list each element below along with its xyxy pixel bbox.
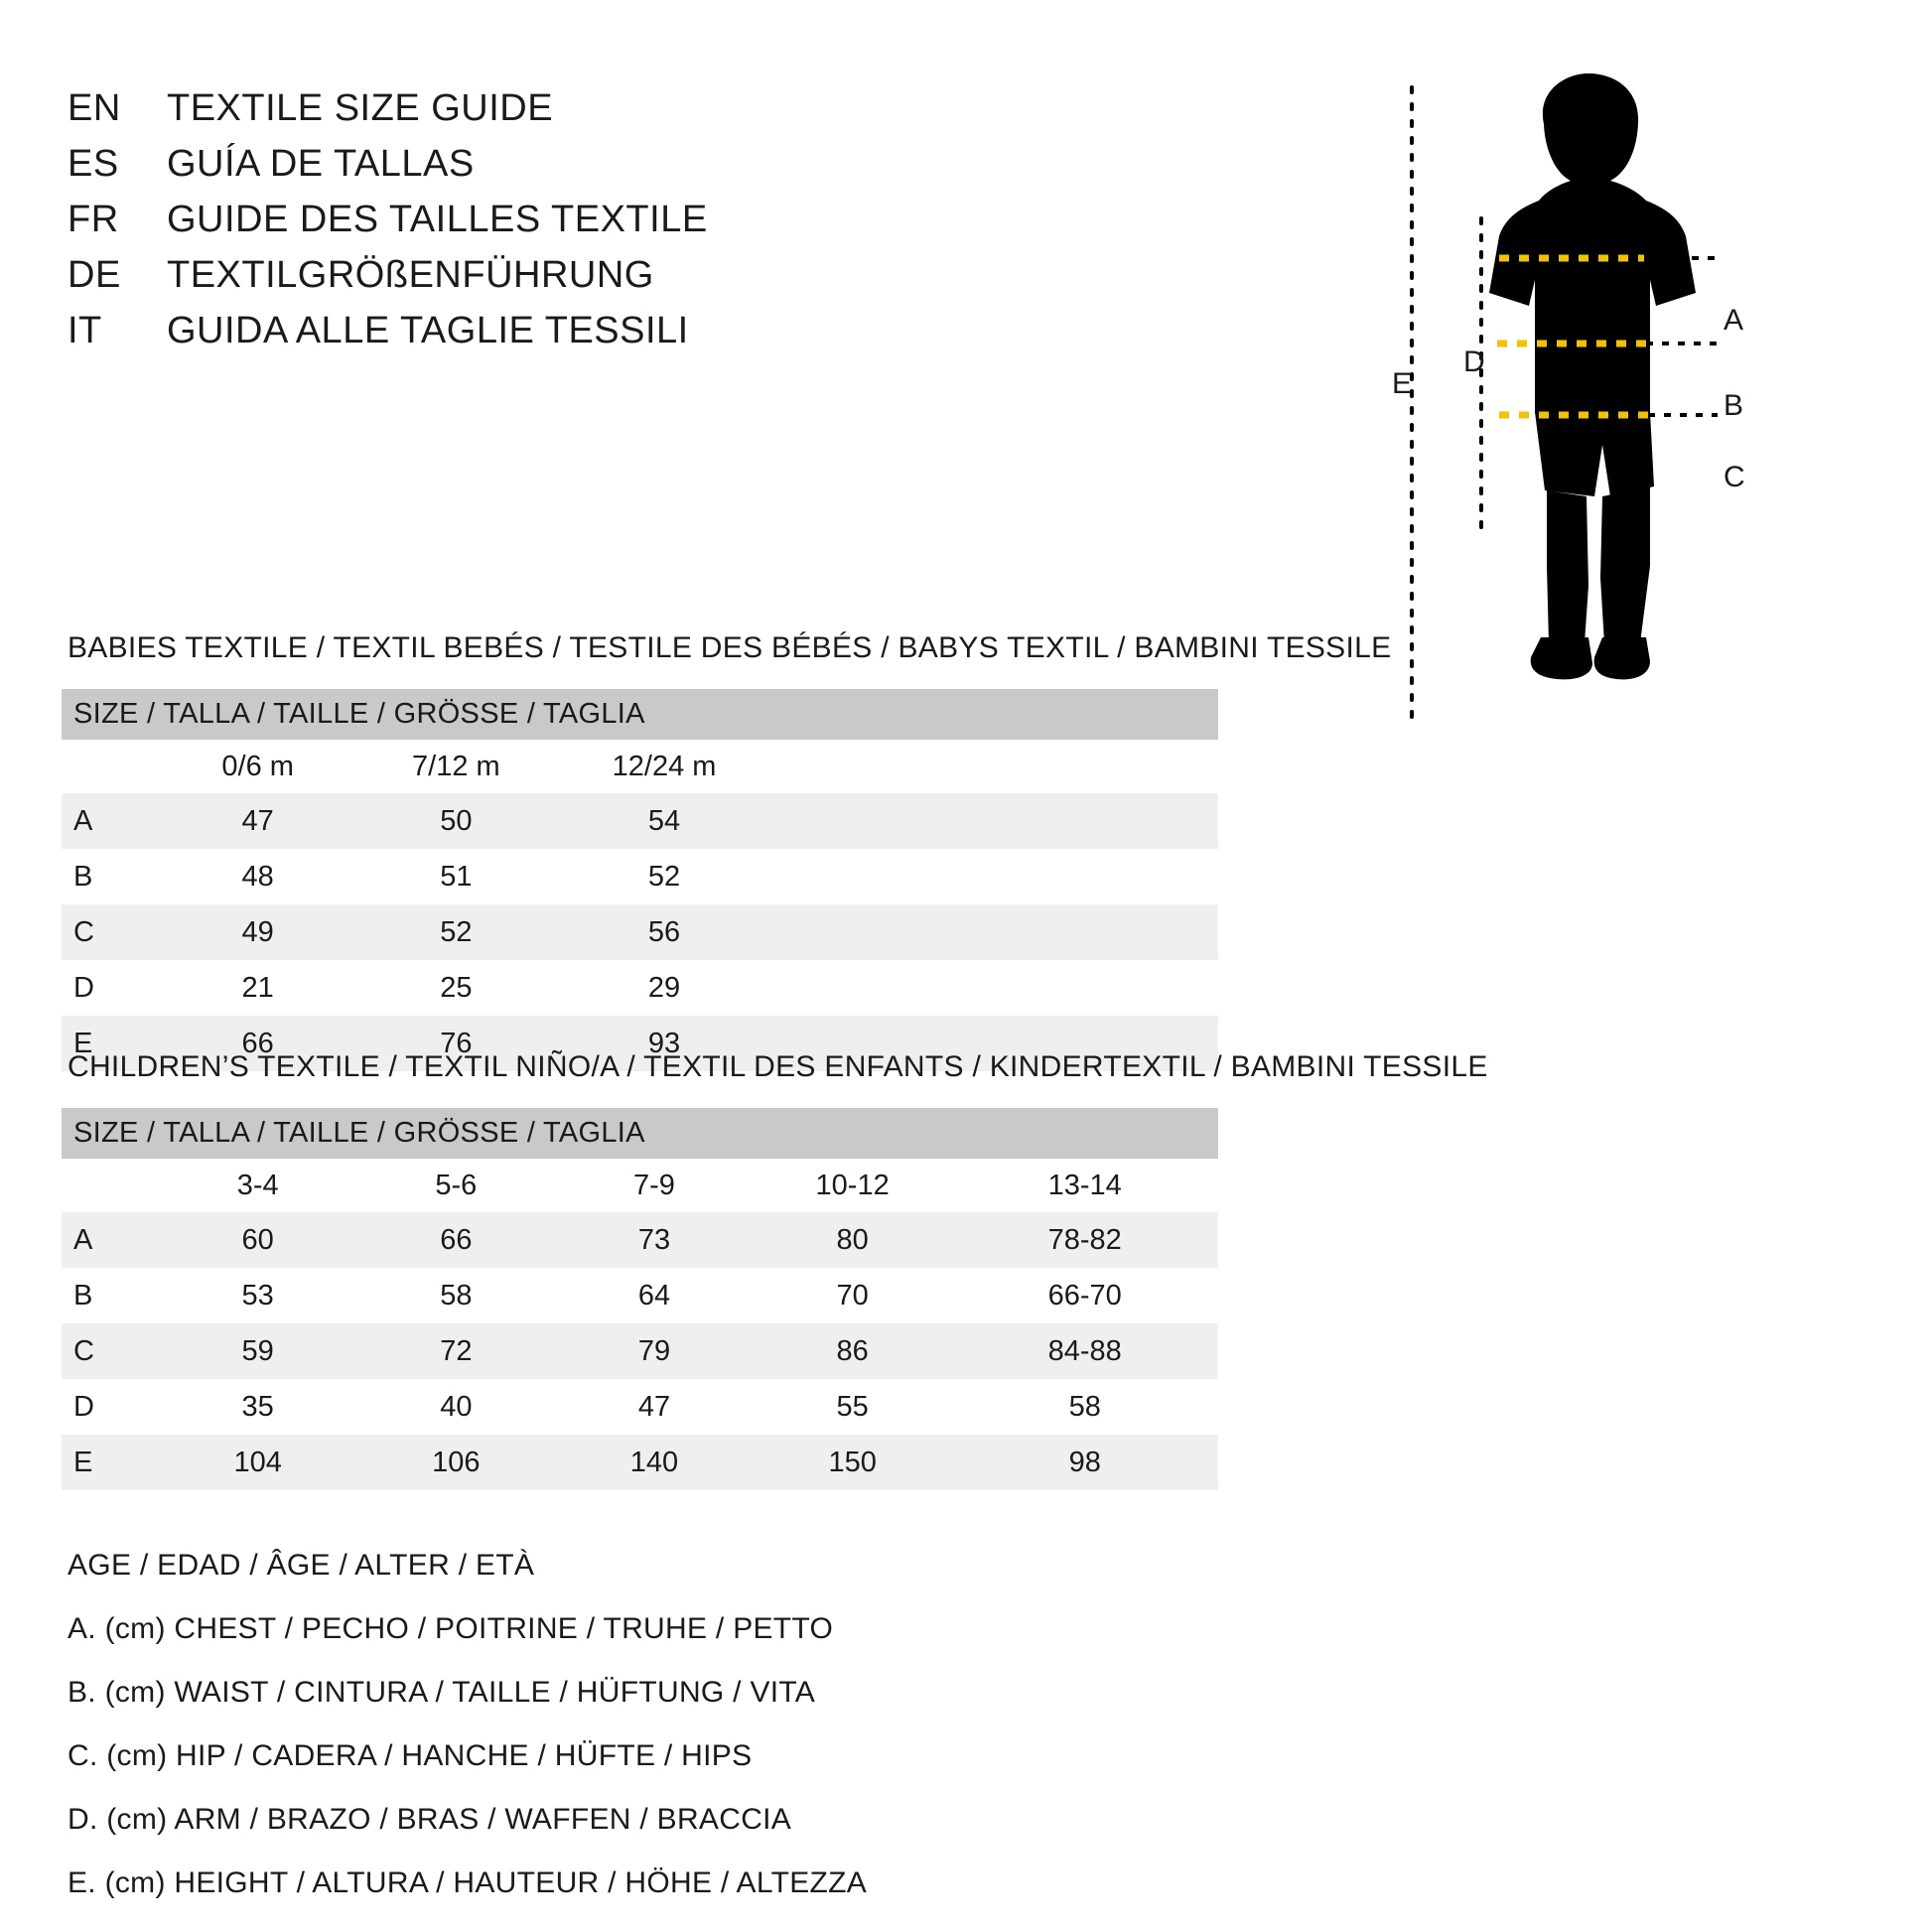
language-title: GUIDE DES TAILLES TEXTILE <box>167 199 708 240</box>
figure-label-e: E <box>1392 367 1413 400</box>
cell-value: 49 <box>159 904 357 960</box>
cell-value: 78-82 <box>951 1212 1218 1268</box>
cell-value: 55 <box>836 1390 869 1423</box>
children-column-header: 13-14 <box>951 1159 1218 1212</box>
children-size-table <box>62 1108 1218 1490</box>
babies-band-label: SIZE / TALLA / TAILLE / GRÖSSE / TAGLIA <box>62 689 1218 740</box>
children-column-header: 7-9 <box>555 1159 754 1212</box>
cell-value: 56 <box>555 904 773 960</box>
cell-value: 58 <box>440 1279 473 1311</box>
children-column-header: 10-12 <box>754 1159 952 1212</box>
cell-value: 48 <box>241 860 274 893</box>
row-label: D <box>73 1390 94 1423</box>
cell-value: 150 <box>754 1435 952 1490</box>
spacer-cell <box>773 960 1218 1016</box>
table-row <box>62 960 1218 1016</box>
language-code: FR <box>68 199 119 240</box>
table-row <box>62 1323 1218 1379</box>
spacer-cell <box>773 793 1218 849</box>
cell-value: 64 <box>637 1279 671 1311</box>
cell-value: 66 <box>357 1212 556 1268</box>
legend-line: B. (cm) WAIST / CINTURA / TAILLE / HÜFTUNG / VITA <box>68 1676 816 1709</box>
table-header-row <box>62 740 1218 793</box>
table-header-row <box>62 1159 1218 1212</box>
spacer-cell <box>773 740 1218 793</box>
cell-value: 59 <box>159 1323 357 1379</box>
figure-label-d: D <box>1463 345 1485 378</box>
legend-line: C. (cm) HIP / CADERA / HANCHE / HÜFTE / HIPS <box>68 1739 753 1772</box>
row-label: E <box>62 1435 159 1490</box>
cell-value: 66-70 <box>1047 1279 1122 1311</box>
cell-value: 60 <box>159 1212 357 1268</box>
babies-section-title: BABIES TEXTILE / TEXTIL BEBÉS / TESTILE DES BÉBÉS / BABYS TEXTIL / BAMBINI TESSILE <box>68 631 1392 664</box>
legend-line: AGE / EDAD / ÂGE / ALTER / ETÀ <box>68 1549 535 1582</box>
table-band-row <box>62 1108 1218 1159</box>
cell-value: 140 <box>555 1435 754 1490</box>
babies-column-header: 12/24 m <box>555 740 773 793</box>
children-column-header: 5-6 <box>357 1159 556 1212</box>
language-row <box>68 310 1358 365</box>
cell-value: 98 <box>951 1435 1218 1490</box>
row-label: D <box>73 971 94 1004</box>
language-row <box>68 143 1358 199</box>
babies-size-table <box>62 689 1218 1071</box>
measurement-figure <box>1390 69 1886 745</box>
cell-value: 54 <box>555 793 773 849</box>
cell-value: 53 <box>241 1279 274 1311</box>
cell-value: 52 <box>647 860 681 893</box>
legend-line: D. (cm) ARM / BRAZO / BRAS / WAFFEN / BRACCIA <box>68 1803 792 1836</box>
cell-value: 93 <box>555 1016 773 1071</box>
figure-label-c: C <box>1724 461 1745 493</box>
language-code: DE <box>68 254 121 296</box>
language-title: TEXTILGRÖßENFÜHRUNG <box>167 254 654 296</box>
figure-label-b: B <box>1724 389 1744 422</box>
children-column-header: 3-4 <box>159 1159 357 1212</box>
cell-value: 47 <box>637 1390 671 1423</box>
cell-value: 21 <box>241 971 274 1004</box>
cell-value: 104 <box>159 1435 357 1490</box>
cell-value: 80 <box>754 1212 952 1268</box>
cell-value: 47 <box>159 793 357 849</box>
language-code: ES <box>68 143 119 185</box>
spacer-cell <box>773 849 1218 904</box>
cell-value: 73 <box>555 1212 754 1268</box>
language-title: TEXTILE SIZE GUIDE <box>167 87 554 129</box>
cell-value: 25 <box>440 971 473 1004</box>
language-code: EN <box>68 87 121 129</box>
cell-value: 70 <box>836 1279 869 1311</box>
language-code: IT <box>68 310 102 351</box>
language-header-block <box>68 87 1358 365</box>
table-row <box>62 1268 1218 1323</box>
cell-value: 106 <box>357 1435 556 1490</box>
row-label: E <box>62 1016 159 1071</box>
cell-value: 84-88 <box>951 1323 1218 1379</box>
cell-value: 52 <box>357 904 556 960</box>
language-title: GUIDA ALLE TAGLIE TESSILI <box>167 310 689 351</box>
cell-value: 86 <box>754 1323 952 1379</box>
cell-value: 76 <box>357 1016 556 1071</box>
cell-value: 58 <box>1068 1390 1101 1423</box>
empty-corner <box>62 740 159 793</box>
language-row <box>68 199 1358 254</box>
table-row <box>62 793 1218 849</box>
table-row <box>62 849 1218 904</box>
row-label: C <box>62 1323 159 1379</box>
legend-line: E. (cm) HEIGHT / ALTURA / HAUTEUR / HÖHE / ALTEZZA <box>68 1866 868 1899</box>
children-section-title: CHILDREN’S TEXTILE / TEXTIL NIÑO/A / TEXTIL DES ENFANTS / KINDERTEXTIL / BAMBINI TESSILE <box>68 1050 1488 1083</box>
spacer-cell <box>773 904 1218 960</box>
cell-value: 79 <box>555 1323 754 1379</box>
row-label: B <box>73 860 93 893</box>
babies-column-header: 0/6 m <box>159 740 357 793</box>
language-row <box>68 254 1358 310</box>
table-row <box>62 1435 1218 1490</box>
language-title: GUÍA DE TALLAS <box>167 143 475 185</box>
cell-value: 50 <box>357 793 556 849</box>
row-label: A <box>62 1212 159 1268</box>
cell-value: 29 <box>647 971 681 1004</box>
table-row <box>62 904 1218 960</box>
cell-value: 72 <box>357 1323 556 1379</box>
measurement-legend <box>68 1534 1358 1915</box>
legend-line: A. (cm) CHEST / PECHO / POITRINE / TRUHE / PETTO <box>68 1612 834 1645</box>
cell-value: 40 <box>440 1390 473 1423</box>
cell-value: 66 <box>159 1016 357 1071</box>
table-row <box>62 1379 1218 1435</box>
children-band-label: SIZE / TALLA / TAILLE / GRÖSSE / TAGLIA <box>62 1108 1218 1159</box>
cell-value: 51 <box>440 860 473 893</box>
row-label: A <box>62 793 159 849</box>
table-band-row <box>62 689 1218 740</box>
cell-value: 35 <box>241 1390 274 1423</box>
row-label: B <box>73 1279 93 1311</box>
language-row <box>68 87 1358 143</box>
figure-label-a: A <box>1724 304 1744 337</box>
table-row <box>62 1212 1218 1268</box>
empty-corner <box>62 1159 159 1212</box>
babies-column-header: 7/12 m <box>357 740 556 793</box>
row-label: C <box>62 904 159 960</box>
child-silhouette <box>1489 73 1696 679</box>
